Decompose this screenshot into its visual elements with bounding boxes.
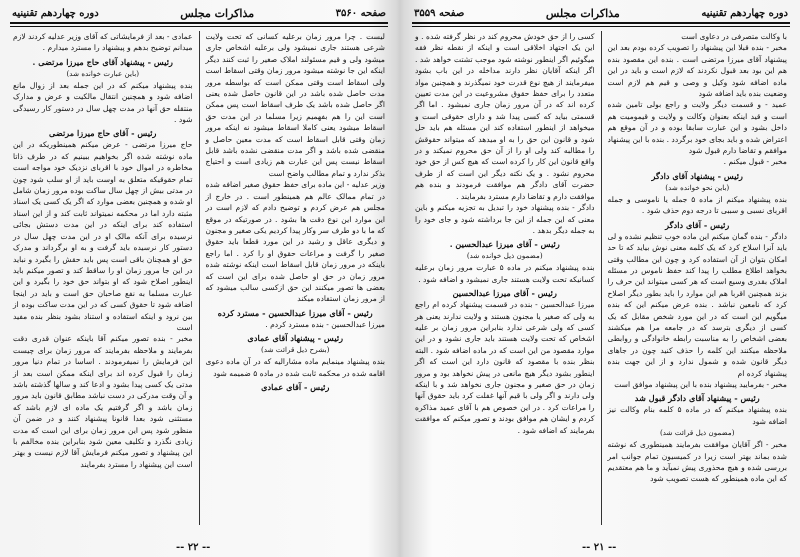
paragraph: بنده پیشنهاد میکنم که در ماده ۵ کلمه بنام وکالت نیز اضافه شود	[607, 405, 787, 426]
paragraph: دادگر - بنده پیشنهاد خود را تبدیل به تجزیه میکنم و باین معنی که این جمله از این جا برداشته شود و جای خود را به جمله دیگر بدهد .	[415, 203, 595, 235]
reading-note: (مضمون ذیل خوانده شد)	[466, 251, 543, 261]
reading-note: (باین نحو خوانده شد)	[665, 182, 730, 192]
paragraph: لیست . چرا مرور زمان برعلیه کسانی که تحت ولایت شرعی هستند جاری نمیشود ولی برعلیه اشخاص جاری میشود ولی و قیم مسئولند املاک صغیر را ثبت کنند دیگر اینکه این جا نوشته میشود مرور زمان وقتی اسقاط است ولی اسقاط است وقتی ممکن است که بواسطه مرور مدت حاصل شده باشد در این قانون حاصل شده یعنی اگر حاصل شده باشد یک طرف اسقاط است پس ممکن است این را هم بفهمیم زیرا مسلما در این مدت حق اسقاط میشود یعنی کاملا اسقاط میشود نه اینکه مرور زمان وقتی قابل اسقاط است که مدت معین حاصل و منقضی شده باشد و اگر مدت منقضی نشده باشد قابل اسقاط نیست پس این عبارت هم زیادی است و احتیاج بذکر ندارد و تمام مطالب واضح است	[205, 32, 385, 178]
paragraph: عمید - و قسمت دیگر ولایت و راجع بولی تامین شده است و قید اینکه بعنوان وکالت و ولایت و قیمومیت هم داخل بشود و این عبارت سابقا بوده و در آن موقع هم اعتراض شده و باید بجای خود برگردد . بنده با این پیشنهاد موافقم و تقاضا دارم قبول شود	[607, 100, 787, 156]
left-page	[0, 0, 398, 557]
reading-note: (بشرح ذیل قرائت شد)	[261, 345, 330, 355]
right-page	[402, 0, 800, 557]
speaker-heading: رئیس - آقای دادگر	[665, 219, 730, 230]
paragraph: بنده پیشنهاد میکنم که در این جمله بعد از زوال مانع اضافه شود و همچنین انتقال مالکیت و عرض و مدارک منتقله حق آنها در مدت چهل سال در دستور کار رسیدگی شود .	[13, 80, 193, 125]
left-page-header	[10, 6, 388, 20]
paragraph: مخبر - اگر آقایان موافقت بفرمایند همینطوری که نوشته شده بماند بهتر است زیرا در کمیسیون تمام جوانب امر بررسی شده و هیچ محذوری پیش نمیآید و ما هم معتقدیم که این ماده همینطور که هست تصویب شود	[607, 440, 787, 484]
right-col-inner	[412, 31, 598, 525]
right-columns	[412, 31, 790, 525]
paragraph: حاج میرزا مرتضی - عرض میکنم همینطوریکه در این ماده نوشته شده اگر بخواهیم ببینیم که در طرف ذاتا مخاطره در اموال خود با اقربای نزدیک خود مواجه است تمام حقوقیکه متعلق به اوست باید از او سلب شود چون در مدتی بیش از چهل سال ساکت بوده مرور زمان شامل او شده و همچنین بعضی موارد که اگر یک کسی یک اسناد مثبته دارد اما در محکمه نمیتواند ثابت کند و از این اسناد استفاده کند برای اینکه در این مدت دستش بجائی نرسیده برای آنکه مالک او در این مدت چهل سال در دستور کار نرسیده باید گرفت و به او برگرداند و مدرک حق او همچنان باقی است پس باید حقش را بگیرد و نباید در این جا مرور زمان او را ساقط کند و تصور میکنم باید اینطور اصلاح شود که او بتواند حق خود را بگیرد و این عبارت مسلما به نفع صاحبان حق است و باید در اینجا اضافه شود تا حقوق کسی که در این مدت ساکت بوده از بین نرود و اینکه استفاده و استناد بشود بنظر بنده مفید است	[13, 140, 193, 332]
left-page-number: -- ۲۲ --	[176, 542, 211, 553]
paragraph: میرزا عبدالحسین - بنده مسترد کردم .	[265, 319, 385, 329]
right-page-number: -- ۲۱ --	[582, 542, 617, 553]
left-col-inner	[203, 31, 389, 525]
paragraph: مخبر - قبول میکنم .	[723, 157, 787, 167]
left-header-inner: دوره چهاردهم تقنینیه	[12, 7, 99, 19]
paragraph: وزیر عدلیه - این ماده برای حفظ حقوق صغیر اضافه شده در تمام ممالک عالم هم همینطور است . در خارج از مجلس هم عرض کردم و توضیح دادم که لازم است در این موارد این نوع دقت ها بشود . در صورتیکه در موقع که ما با دو طرف سر وکار پیدا کردیم یکی صغیر و مجنون و دیگری عاقل و رشید در این مورد قطعا باید حقوق صغیر را گرفت و مراعات حقوق او را کرد . اما راجع باینکه در مرور زمان قابل اسقاط است اینکه نوشته شده مرور زمان در حق او حاصل شده برای این است که بعضی ها تصور میکنند این حق ازکسی سالب میشود که از مرور زمان استفاده میکند	[205, 180, 385, 304]
paragraph: بنده پیشنهاد میکنم از ماده ۵ جمله یا ناموسی و جمله اقربای نسبی و سببی تا درجه دوم حذف شود .	[607, 194, 787, 216]
header-rule-thin	[10, 26, 388, 27]
paragraph: عمادی - بعد از فرمایشاتی که آقای وزیر عدلیه کردند لازم میدانم توضیح بدهم و پیشنهاد را مسترد میدارم .	[13, 32, 193, 53]
header-rule	[412, 22, 790, 24]
reading-note: (باین عبارت خوانده شد)	[66, 68, 139, 78]
paragraph: بنده پیشنهاد میکنم در ماده ۵ عبارت مرور زمان برعلیه کسانیکه تحت ولایت هستند جاری نمیشود و اضافه شود .	[415, 263, 595, 284]
speaker-heading: رئیس - آقای میرزا عبدالحسین	[452, 288, 557, 299]
paragraph: دادگر - بنده گمان میکنم این ماده خوب تنظیم نشده و لی باید آنرا اسلاح کرد که یک کلمه معنی نوش بیاید که تا حد امکان بتوان از آن استفاده کرد و چون این مطالب وقتی بخواهد اطلاع مطلب را پیدا کند حفظ ناموس در مسئله املاک بقدری وسیع است که هر کسی میتواند این حرف را بزند همچنین اقربا هم این موارد را باید بطور دیگر اصلاح کرد که نامعین نباشد . بنده عرض میکنم این که بنده میگویم این است که در این مورد شخص مقابل که یک کسی از دیگری بترسد که در جامعه مرا هم میکشند بعضی اشخاص را به مناسبت رابطه خانوادگی و روابطی ملاحظه میکنند این کلمه را حذف کنید چون در جاهای دیگر قانون شده و شمول ندارد و از این جهت بنده پیشنهاد کرده ام	[607, 231, 787, 378]
header-rule-thin	[412, 26, 790, 27]
speaker-heading: رئیس - پیشنهاد آقای عمادی	[247, 333, 344, 344]
header-rule	[10, 22, 388, 24]
left-col-outer	[10, 31, 196, 525]
right-header-outer: دوره چهاردهم تقنینیه	[701, 7, 788, 19]
paragraph: کسی را از حق خودش محروم کند در نظر گرفته شده . و این یک اجتهاد اخلاقی است و اینکه از نقطه نظر فقه میگوئیم اگر اینطور نوشته شود موجب تشتت خواهد شد . اگر اینکه آقایان نظر دارند مداخله در این باب بشود میفرمایند از هیچ نوع قدرت خود نمیگذرند و همچنین مواد متعدد را برای حفظ حقوق مشروعیت در این مدت تعیین کرده اند که در آن مرور زمان جاری نمیشود . اما اگر قسمتی بیاید که کسی پیدا شد و دارای حقوقی است و میخواهد از اینطور استفاده کند این مسئله هم باید حل شود و قانون این حق را به او میدهد که میتواند حقوقش را مطالبه کند ولی او را از آن حق محروم نمیکند و در واقع قانون این کار را کرده است که هیچ کس از حق خود محروم نشود . و یک نکته دیگر این است که از طرف حضرت آقای دادگر هم موافقت فرمودند و بنده هم موافقت دارم و تقاضا دارم مسترد بفرمایند .	[415, 32, 595, 201]
speaker-heading: رئیس - آقای میرزا عبدالحسین - مسترد کرده	[217, 307, 373, 318]
left-header-title: مذاکرات مجلس	[180, 6, 255, 20]
speaker-heading: رئیس - آقای عمادی	[261, 381, 330, 392]
paragraph: مخبر - بفرمایید پیشنهاد بنده با این پیشنهاد موافق است	[614, 379, 787, 389]
reading-note: (مضمون ذیل قرائت شد)	[659, 428, 735, 438]
paragraph: میرزا عبدالحسین - بنده در قسمت پیشنهاد کرده ام راجع به ولی که صغیر یا مجنون هستند و ولایت ندارند یعنی هر کسی که ولی شرعی ندارد بنابراین مرور زمان بر علیه اشخاص که تحت ولایت هستند باید جاری نشود و در این موارد مقصود من این است که در ماده اضافه شود . البته بنظر بنده با مقصود که قانون دارد این است که اگر اینطور بشود دیگر هیچ مانعی در پیش نخواهد بود و مرور زمان در حق صغیر و مجنون جاری نخواهد شد و با اینکه ولی دارند و اگر ولی با قیم آنها غفلت کرد باید حقوق آنها را مراعات کرد . در این خصوص هم با آقای عمید مذاکره کردم و ایشان هم موافق بودند و تصور میکنم که موافقت بفرمایند که اضافه شود .	[415, 300, 595, 435]
speaker-heading: رئیس - پیشنهاد آقای حاج میرزا مرتضی .	[32, 56, 173, 67]
paragraph: مخبر - بنده تصور میکنم آقا باینکه عنوان قدری دقت بفرمایند و ملاحظه بفرمایند که مرور زمان برای چیست این فرمایش را نمیفرمودند . اساسا در تمام دنیا مرور زمان را قبول کرده اند برای اینکه ممکن است بعد از مدتی یک کسی پیدا بشود و ادعا کند و سالها گذشته باشد و آن وقت مدرکی در دست نباشد مطابق قانون باید مرور زمان باشد و اگر گرفتیم یک ماده ای لازم باشد که مستثنی شود بعدا قانونا پیشنهاد کنند و در ضمن آن منظور شود پس این مرور زمان برای این است که مدت زیادی نگذرد و تکلیف معین شود بنابراین بنده مخالفم با این پیشنهاد و تصور میکنم فرمایش آقا لازم نیست و بهتر است این پیشنهاد را مسترد بفرمایند	[13, 334, 193, 469]
left-columns	[10, 31, 388, 525]
right-header-inner: صفحه ۳۵۵۹	[414, 7, 465, 19]
speaker-heading: رئیس - پیشنهاد آقای دادگر	[651, 170, 743, 181]
paragraph: با وکالت متصرفی در دعاوی است	[681, 32, 787, 41]
right-col-outer	[605, 31, 791, 525]
column-divider	[601, 31, 602, 525]
paragraph: بنده پیشنهاد مینمایم ماده مشارالیه که در آن ماده دعوی اقامه شده در محکمه ثابت شده در ماده ۵ ضمیمه شود	[205, 357, 385, 378]
speaker-heading: رئیس - آقای میرزا عبدالحسین .	[449, 239, 560, 250]
speaker-heading: رئیس - پیشنهاد آقای دادگر قبول شد	[634, 393, 760, 404]
paragraph: مخبر - بنده قبلا این پیشنهاد را تصویب کرده بودم بعد این پیشنهاد آقای میرزا مرتضی است . بنده این مقصود بنده هم این بود بعد قبول نکردند که لازم است و باید در این ماده اضافه شود وکیل و وصی و قیم هم لازم است وضعیت بنده باید اضافه شود	[607, 43, 787, 99]
column-divider	[199, 31, 200, 525]
right-header-title: مذاکرات مجلس	[545, 6, 620, 20]
right-page-header	[412, 6, 790, 20]
left-header-outer: صفحه ۳۵۶۰	[335, 7, 386, 19]
speaker-heading: رئیس - آقای حاج میرزا مرتضی	[49, 128, 157, 139]
